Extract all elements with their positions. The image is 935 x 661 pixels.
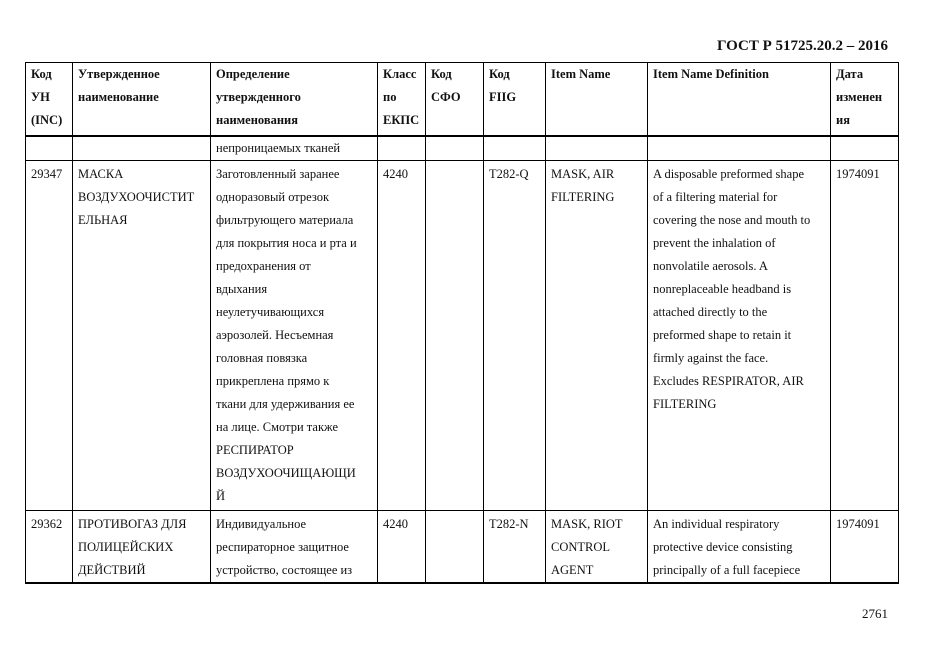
header-ekps-class [378, 63, 426, 136]
cell-inc: 29347 [26, 160, 73, 510]
table-header [26, 63, 899, 136]
text-line: MASK, RIOT [551, 516, 623, 531]
text-line: FILTERING [551, 189, 615, 204]
cell-change-date: 1974091 [831, 510, 899, 583]
text-line: A disposable preformed shape [653, 166, 805, 181]
cell-definition-ru: непроницаемых тканей [211, 136, 378, 161]
header-inc [26, 63, 73, 136]
text-line: фильтрующего материала [216, 212, 354, 227]
text-line: of a filtering material for [653, 189, 778, 204]
cell-inc [26, 136, 73, 161]
header-sfo-code [426, 63, 484, 136]
text-line: ЕКПС [383, 113, 420, 127]
text-line: МАСКА [78, 166, 124, 181]
header-item-name-definition [648, 63, 831, 136]
table-body [26, 136, 899, 584]
text-line: nonvolatile aerosols. A [653, 258, 768, 273]
text-line: FIIG [489, 90, 517, 104]
text-line: предохранения от [216, 258, 311, 273]
header-row [26, 63, 899, 136]
header-item-name [546, 63, 648, 136]
text-line: MASK, AIR [551, 166, 615, 181]
cell-approved-name [73, 160, 211, 510]
text-line: protective device consisting [653, 539, 793, 554]
document-standard-number: ГОСТ Р 51725.20.2 – 2016 [716, 38, 888, 54]
text-line: Дата [836, 67, 864, 81]
text-line: ЕЛЬНАЯ [78, 212, 128, 227]
cell-fiig-code: T282-N [484, 510, 546, 583]
text-line: РЕСПИРАТОР [216, 442, 294, 457]
text-line: Код [489, 67, 510, 81]
cell-change-date: 1974091 [831, 160, 899, 510]
cell-sfo-code [426, 160, 484, 510]
text-line: неулетучивающихся [216, 304, 325, 319]
text-line: СФО [431, 90, 461, 104]
text-line: (INC) [31, 113, 63, 127]
continuation-row [26, 136, 899, 161]
header-change-date [831, 63, 899, 136]
text-line: principally of a full facepiece [653, 562, 801, 577]
text-line: Код [31, 67, 52, 81]
cell-item-name [546, 510, 648, 583]
text-line: Код [431, 67, 452, 81]
text-line: covering the nose and mouth to [653, 212, 811, 227]
text-line: Item Name [551, 67, 611, 81]
text-line: респираторное защитное [216, 539, 349, 554]
text-line: Утвержденное [78, 67, 160, 81]
cell-item-name-definition [648, 136, 831, 161]
cell-inc: 29362 [26, 510, 73, 583]
cell-approved-name [73, 510, 211, 583]
cell-fiig-code: T282-Q [484, 160, 546, 510]
page-number: 2761 [862, 606, 888, 621]
text-line: для покрытия носа и рта и [216, 235, 357, 250]
cell-definition-ru [211, 160, 378, 510]
text-line: preformed shape to retain it [653, 327, 792, 342]
text-line: утвержденного [216, 90, 301, 104]
text-line: CONTROL [551, 539, 611, 554]
text-line: по [383, 90, 397, 104]
cell-approved-name [73, 136, 211, 161]
text-line: устройство, состоящее из [216, 562, 353, 577]
cell-ekps-class: 4240 [378, 510, 426, 583]
text-line: Определение [216, 67, 290, 81]
header-approved-name [73, 63, 211, 136]
nomenclature-table [25, 62, 899, 584]
text-line: ВОЗДУХООЧИСТИТ [78, 189, 195, 204]
table-row [26, 510, 899, 583]
text-line: ВОЗДУХООЧИЩАЮЩИ [216, 465, 356, 480]
text-line: ия [836, 113, 850, 127]
text-line: FILTERING [653, 396, 717, 411]
cell-ekps-class [378, 136, 426, 161]
text-line: одноразовый отрезок [216, 189, 330, 204]
cell-fiig-code [484, 136, 546, 161]
text-line: УН [31, 90, 50, 104]
text-line: изменен [836, 90, 883, 104]
text-line: аэрозолей. Несъемная [216, 327, 334, 342]
text-line: Й [216, 488, 226, 503]
text-line: ПОЛИЦЕЙСКИХ [78, 539, 174, 554]
text-line: Индивидуальное [216, 516, 307, 531]
text-line: AGENT [551, 562, 594, 577]
text-line: ПРОТИВОГАЗ ДЛЯ [78, 516, 187, 531]
text-line: наименование [78, 90, 159, 104]
header-definition-ru [211, 63, 378, 136]
text-line: ткани для удерживания ее [216, 396, 355, 411]
text-line: attached directly to the [653, 304, 768, 319]
header-fiig-code [484, 63, 546, 136]
cell-ekps-class: 4240 [378, 160, 426, 510]
cell-item-name-definition [648, 160, 831, 510]
text-line: на лице. Смотри также [216, 419, 339, 434]
table-row [26, 160, 899, 510]
cell-definition-ru [211, 510, 378, 583]
text-line: nonreplaceable headband is [653, 281, 792, 296]
text-line: наименования [216, 113, 299, 127]
text-line: ДЕЙСТВИЙ [78, 562, 146, 577]
text-line: Item Name Definition [653, 67, 769, 81]
cell-sfo-code [426, 510, 484, 583]
text-line: prevent the inhalation of [653, 235, 776, 250]
text-line: Класс [383, 67, 417, 81]
text-line: прикреплена прямо к [216, 373, 330, 388]
text-line: вдыхания [216, 281, 268, 296]
text-line: Заготовленный заранее [216, 166, 340, 181]
text-line: Excludes RESPIRATOR, AIR [653, 373, 804, 388]
cell-item-name [546, 136, 648, 161]
cell-item-name-definition [648, 510, 831, 583]
text-line: An individual respiratory [653, 516, 780, 531]
text-line: firmly against the face. [653, 350, 769, 365]
cell-change-date [831, 136, 899, 161]
text-line: головная повязка [216, 350, 308, 365]
cell-item-name [546, 160, 648, 510]
cell-sfo-code [426, 136, 484, 161]
